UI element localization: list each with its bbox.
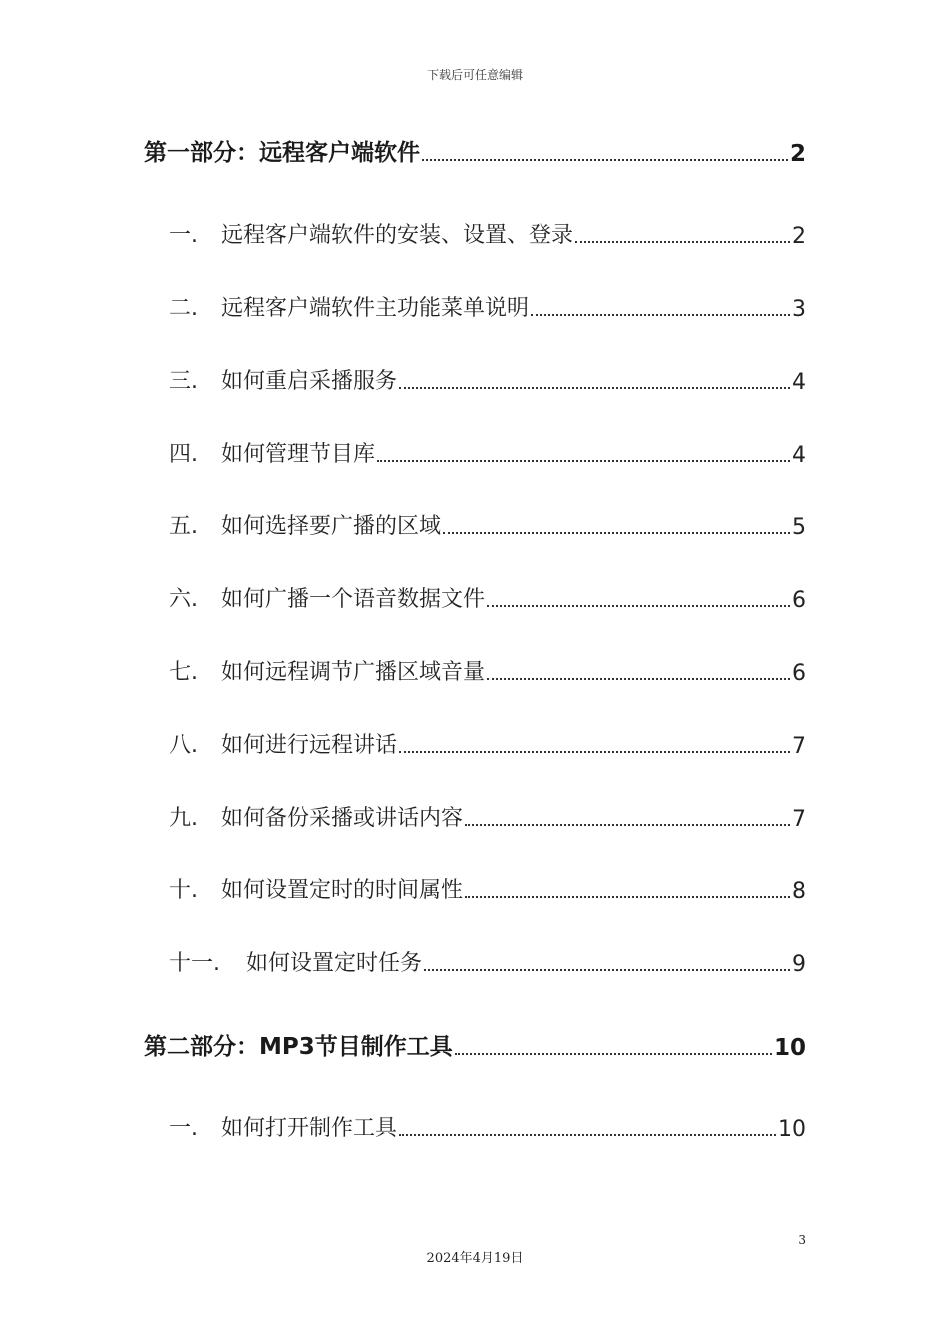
toc-item[interactable]	[169, 364, 806, 395]
dot-leader	[531, 314, 790, 316]
page-header: 下载后可任意编辑	[426, 68, 523, 82]
dot-leader	[399, 387, 790, 389]
toc-page: 9	[792, 952, 806, 977]
toc-title: 如何重启采播服务	[221, 369, 398, 394]
dot-leader	[377, 460, 790, 462]
toc-title: 如何选择要广播的区域	[221, 514, 442, 539]
toc-page: 7	[792, 807, 806, 832]
toc-page: 10	[778, 1117, 806, 1142]
toc-title: 第二部分：MP3节目制作工具	[144, 1034, 453, 1060]
toc-number: 一.	[169, 223, 198, 248]
toc-number: 十一.	[169, 951, 220, 976]
toc-title: 如何远程调节广播区域音量	[221, 660, 486, 685]
toc-page: 6	[792, 588, 806, 613]
dot-leader	[399, 751, 790, 753]
toc-title: 如何进行远程讲话	[221, 733, 398, 758]
toc-page: 4	[792, 443, 806, 468]
toc-page: 10	[773, 1035, 806, 1061]
toc-number: 六.	[169, 587, 198, 612]
toc-item[interactable]	[169, 801, 806, 832]
dot-leader	[487, 678, 790, 680]
dot-leader	[465, 824, 790, 826]
toc-part-1[interactable]	[144, 134, 806, 167]
toc-page: 7	[792, 734, 806, 759]
toc-item[interactable]	[169, 291, 806, 322]
toc-page: 6	[792, 661, 806, 686]
toc-item[interactable]	[169, 655, 806, 686]
toc-number: 七.	[169, 660, 198, 685]
toc-item[interactable]	[169, 509, 806, 540]
toc-number: 十.	[169, 878, 198, 903]
toc-title: 如何管理节目库	[221, 442, 376, 467]
toc-number: 四.	[169, 442, 198, 467]
dot-leader	[455, 1053, 772, 1055]
dot-leader	[443, 532, 790, 534]
toc-title: 如何广播一个语音数据文件	[221, 587, 486, 612]
toc-item[interactable]	[169, 218, 806, 249]
toc-title: 远程客户端软件主功能菜单说明	[221, 296, 530, 321]
toc-item[interactable]	[169, 873, 806, 904]
toc-page: 5	[792, 515, 806, 540]
toc-item[interactable]	[169, 1111, 806, 1142]
toc-item[interactable]	[169, 728, 806, 759]
toc-number: 三.	[169, 369, 198, 394]
toc-item[interactable]	[169, 946, 806, 977]
toc-number: 五.	[169, 514, 198, 539]
toc-title: 远程客户端软件的安装、设置、登录	[221, 223, 574, 248]
toc-number: 八.	[169, 733, 198, 758]
toc-number: 九.	[169, 806, 198, 831]
dot-leader	[575, 241, 790, 243]
toc-item[interactable]	[169, 582, 806, 613]
toc-page: 3	[792, 297, 806, 322]
toc-title: 如何备份采播或讲话内容	[221, 806, 464, 831]
dot-leader	[424, 969, 790, 971]
toc-number: 一.	[169, 1116, 198, 1141]
dot-leader	[465, 896, 790, 898]
toc-page: 2	[789, 141, 806, 167]
dot-leader	[399, 1134, 776, 1136]
toc-part-2[interactable]	[144, 1028, 806, 1061]
toc-title: 第一部分：远程客户端软件	[144, 140, 420, 166]
toc-title: 如何设置定时任务	[246, 951, 423, 976]
toc-title: 如何打开制作工具	[221, 1116, 398, 1141]
toc-page: 4	[792, 370, 806, 395]
dot-leader	[487, 605, 790, 607]
toc-number: 二.	[169, 296, 198, 321]
dot-leader	[422, 159, 788, 161]
toc-item[interactable]	[169, 437, 806, 468]
toc-page: 8	[792, 879, 806, 904]
page-number: 3	[798, 1233, 806, 1247]
footer-date: 2024年4月19日	[426, 1251, 524, 1266]
toc-page: 2	[792, 224, 806, 249]
toc-title: 如何设置定时的时间属性	[221, 878, 464, 903]
